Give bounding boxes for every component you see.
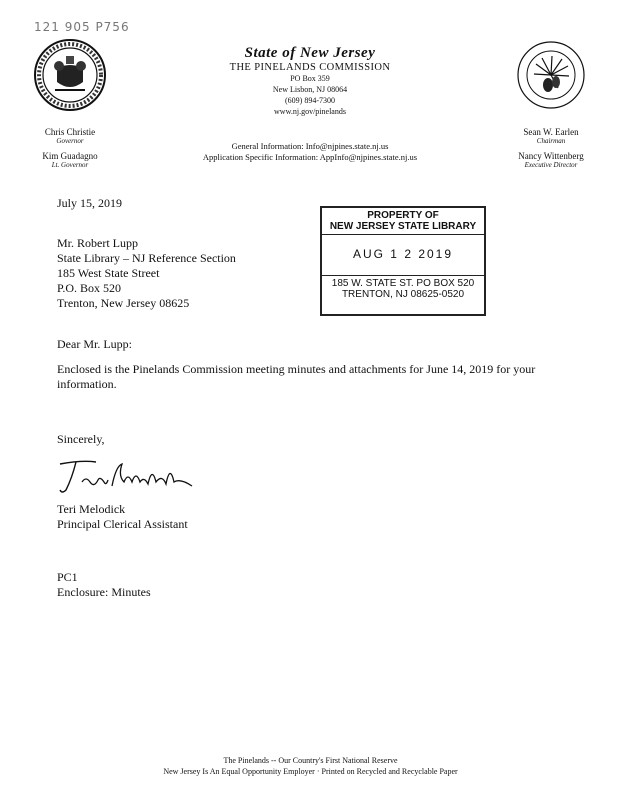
left-officials bbox=[30, 127, 110, 169]
director-title: Executive Director bbox=[524, 161, 578, 169]
stamp-line1: PROPERTY OF bbox=[367, 210, 439, 221]
handwritten-note: 121 905 P756 bbox=[34, 20, 130, 34]
director-name: Nancy Wittenberg bbox=[518, 151, 584, 161]
chairman-name: Sean W. Earlen bbox=[523, 127, 579, 137]
stamp-date: AUG 1 2 2019 bbox=[352, 247, 454, 261]
letter-date: July 15, 2019 bbox=[57, 196, 123, 210]
recipient-line: Trenton, New Jersey 08625 bbox=[57, 296, 190, 310]
signer-block bbox=[57, 502, 188, 532]
letter-body: Enclosed is the Pinelands Commission meeting minutes and attachments for June 14, 2019 for your information. bbox=[57, 362, 536, 391]
library-stamp bbox=[320, 206, 486, 316]
stamp-address2: TRENTON, NJ 08625-0520 bbox=[341, 289, 465, 300]
letterhead bbox=[160, 45, 460, 117]
footer bbox=[0, 756, 621, 776]
stamp-line2: NEW JERSEY STATE LIBRARY bbox=[322, 221, 484, 235]
recipient-line: P.O. Box 520 bbox=[57, 281, 122, 295]
stamp-address1: 185 W. STATE ST. PO BOX 520 bbox=[322, 275, 484, 289]
pc-initials: PC1 bbox=[57, 570, 78, 584]
enclosure-block bbox=[57, 570, 151, 600]
lt-governor-title: Lt. Governor bbox=[51, 161, 89, 169]
recipient-line: 185 West State Street bbox=[57, 266, 160, 280]
address-line: New Lisbon, NJ 08064 bbox=[272, 85, 348, 94]
signer-title: Principal Clerical Assistant bbox=[57, 517, 188, 531]
signer-name: Teri Melodick bbox=[57, 502, 126, 516]
phone-line: (609) 894-7300 bbox=[285, 96, 335, 105]
application-info-email: Application Specific Information: AppInfo@njpines.state.nj.us bbox=[202, 152, 418, 162]
footer-motto: The Pinelands -- Our Country's First National Reserve bbox=[223, 756, 398, 765]
agency-name: THE PINELANDS COMMISSION bbox=[229, 62, 391, 73]
enclosure-line: Enclosure: Minutes bbox=[57, 585, 151, 599]
address-line: PO Box 359 bbox=[290, 74, 330, 83]
closing: Sincerely, bbox=[57, 432, 105, 446]
recipient-address bbox=[57, 236, 236, 311]
right-officials bbox=[503, 127, 599, 169]
recipient-name: Mr. Robert Lupp bbox=[57, 236, 138, 250]
pinelands-seal-icon bbox=[514, 38, 588, 112]
recipient-line: State Library – NJ Reference Section bbox=[57, 251, 236, 265]
general-info-email: General Information: Info@njpines.state.nj.us bbox=[231, 141, 389, 151]
lt-governor-name: Kim Guadagno bbox=[42, 151, 98, 161]
state-seal-icon bbox=[33, 38, 107, 112]
website-line: www.nj.gov/pinelands bbox=[274, 107, 346, 116]
salutation: Dear Mr. Lupp: bbox=[57, 337, 132, 351]
contact-info bbox=[160, 141, 460, 163]
governor-name: Chris Christie bbox=[44, 127, 96, 137]
footer-employer: New Jersey Is An Equal Opportunity Employer · Printed on Recycled and Recyclable Paper bbox=[163, 767, 458, 776]
signature-icon bbox=[52, 452, 202, 496]
chairman-title: Chairman bbox=[536, 137, 566, 145]
governor-title: Governor bbox=[56, 137, 84, 145]
state-title: State of New Jersey bbox=[244, 45, 376, 61]
